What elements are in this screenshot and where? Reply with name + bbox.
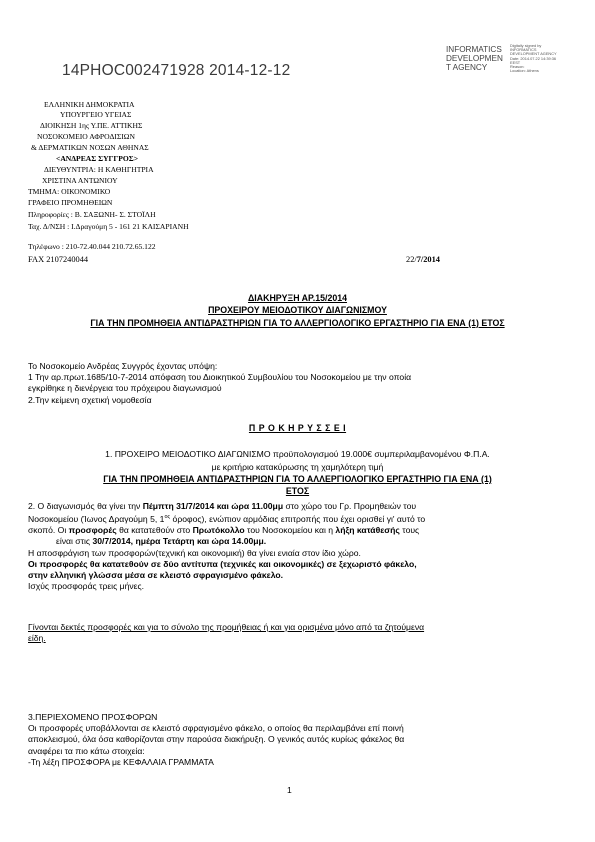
section3-heading: 3.ΠΕΡΙΕΧΟΜΕΝΟ ΠΡΟΣΦΟΡΩΝ <box>28 712 158 722</box>
date-day: 22/ <box>406 255 417 264</box>
section3-line: αποκλεισμού, όλα όσα καθορίζονται στην παρούσα διακήρυξη. Ο γενικός αυτός κυρίως φάκελος θα <box>28 734 405 745</box>
header-line: ΤΜΗΜΑ: ΟΙΚΟΝΟΜΙΚΟ <box>28 187 111 196</box>
signature-line: INFORMATICS <box>510 47 537 53</box>
fax-line: FAX 2107240044 <box>28 255 89 264</box>
text: στο χώρο του Γρ. Προμηθειών του <box>283 501 417 511</box>
intro-line: 2.Την κείμενη σχετική νομοθεσία <box>28 394 152 405</box>
signature-line: EEST <box>510 59 521 65</box>
item2-line: Η αποσφράγιση των προσφορών(τεχνική και οικονομική) θα γίνει ενιαία στον ίδιο χώρο. <box>28 547 361 558</box>
intro-paragraph <box>28 361 573 406</box>
text: θα κατατεθούν στο <box>116 525 193 536</box>
intro-line: 1 Την αρ.πρωτ.1685/10-7-2014 απόφαση του Διοικητικού Συμβουλίου του Νοσοκομείου με την οποία <box>28 372 412 383</box>
section3-line: αναφέρει τα πιο κάτω στοιχεία: <box>28 745 145 756</box>
header-line: ΥΠΟΥΡΓΕΙΟ ΥΓΕΙΑΣ <box>60 110 132 119</box>
intro-line: εγκρίθηκε η διενέργεια του πρόχειρου διαγωνισμού <box>28 383 222 394</box>
intro-line: Το Νοσοκομείο Ανδρέας Συγγρός έχοντας υπόψη: <box>28 361 218 371</box>
section3-line: -Τη λέξη ΠΡΟΣΦΟΡΑ με ΚΕΦΑΛΑΙΑ ΓΡΑΜΜΑΤΑ <box>28 756 214 767</box>
address-line: Ταχ. Δ/ΝΣΗ : Ι.Δραγούμη 5 - 161 21 ΚΑΙΣΑΡΙΑΝΗ <box>28 222 189 231</box>
text-bold: λήξη κατάθεσής <box>335 525 400 536</box>
agency-stamp <box>446 45 503 72</box>
agency-line: INFORMATICS <box>446 45 502 54</box>
section3 <box>28 712 573 768</box>
item2-line: στην ελληνική γλώσσα μέσα σε κλειστό σφραγισμένο φάκελο. <box>28 570 284 581</box>
item2-line <box>28 536 573 547</box>
item1-subject-cont: ΕΤΟΣ <box>285 486 310 496</box>
text: όροφος), ενώπιον αρμόδιας επιτροπής που έχει ορισθεί γι' αυτό το <box>170 514 426 525</box>
note-line: Γίνονται δεκτές προσφορές και για το σύνολο της προμήθειας ή και για ορισμένα μόνο από τα ζητούμενα <box>28 622 425 632</box>
agency-line: T AGENCY <box>446 63 488 72</box>
text-bold: προσφορές <box>68 525 117 536</box>
item1-line: με κριτήριο κατακύρωσης τη χαμηλότερη τιμή <box>211 462 384 472</box>
item1-subject: ΓΙΑ ΤΗΝ ΠΡΟΜΗΘΕΙΑ ΑΝΤΙΔΡΑΣΤΗΡΙΩΝ ΓΙΑ ΤΟ ΑΛΛΕΡΓΙΟΛΟΓΙΚΟ ΕΡΓΑΣΤΗΡΙΟ ΓΙΑ ΕΝΑ (1) <box>103 474 492 484</box>
superscript: ος <box>164 514 171 521</box>
signature-line: Date: 2014.07.22 14:39:36 <box>510 55 557 61</box>
item1-line: 1. ΠΡΟΧΕΙΡΟ ΜΕΙΟΔΟΤΙΚΟ ΔΙΑΓΩΝΙΣΜΟ προϋπολογισμού 19.000€ συμπεριλαμβανομένου Φ.Π.Α. <box>105 449 490 459</box>
item2-line <box>28 512 573 525</box>
date-month-year: 7/2014 <box>416 255 440 264</box>
text: 2. Ο διαγωνισμός θα γίνει την <box>28 501 143 511</box>
partial-offers-note <box>28 622 573 644</box>
document-date <box>406 255 440 265</box>
signature-line: DEVELOPMENT AGENCY <box>510 51 557 57</box>
signature-line: Digitally signed by <box>510 43 542 48</box>
tender-datetime: Πέμπτη 31/7/2014 και ώρα 11.00μμ <box>142 501 284 511</box>
header-line: ΔΙΕΥΘΥΝΤΡΙΑ: Η ΚΑΘΗΓΗΤΡΙΑ <box>44 165 154 174</box>
agency-line: DEVELOPMEN <box>446 54 503 63</box>
text: τους <box>399 525 420 536</box>
declaration-type: ΠΡΟΧΕΙΡΟΥ ΜΕΙΟΔΟΤΙΚΟΥ ΔΙΑΓΩΝΙΣΜΟΥ <box>208 305 387 315</box>
section3-line: Οι προσφορές υποβάλλονται σε κλειστό σφραγισμένο φάκελο, ο οποίος θα περιλαμβάνει επί ποινή <box>28 723 404 734</box>
hospital-name: <ΑΝΔΡΕΑΣ ΣΥΓΓΡΟΣ> <box>56 154 139 163</box>
declaration-subject: ΓΙΑ ΤΗΝ ΠΡΟΜΗΘΕΙΑ ΑΝΤΙΔΡΑΣΤΗΡΙΩΝ ΓΙΑ ΤΟ ΑΛΛΕΡΓΙΟΛΟΓΙΚΟ ΕΡΓΑΣΤΗΡΙΟ ΓΙΑ ΕΝΑ (1) ΕΤΟΣ <box>90 318 505 328</box>
page-number: 1 <box>287 785 292 795</box>
item2-line: Οι προσφορές θα κατατεθούν σε δύο αντίτυπα (τεχνικές και οικονομικές) σε ξεχωριστό φάκελο, <box>28 558 417 569</box>
signature-line: Location: Athens <box>510 68 539 74</box>
announces-heading: Π Ρ Ο Κ Η Ρ Υ Σ Σ Ε Ι <box>248 423 347 433</box>
header-line: ΓΡΑΦΕΙΟ ΠΡΟΜΗΘΕΙΩΝ <box>28 198 113 207</box>
item2-line: Ισχύς προσφοράς τρεις μήνες. <box>28 581 145 592</box>
header-line: ΔΙΟΙΚΗΣΗ 1ης Υ.ΠΕ. ΑΤΤΙΚΗΣ <box>40 121 143 130</box>
note-line: είδη. <box>28 633 46 644</box>
header-line: ΕΛΛΗΝΙΚΗ ΔΗΜΟΚΡΑΤΙΑ <box>44 100 135 109</box>
item2-paragraph <box>28 501 573 592</box>
header-line: ΧΡΙΣΤΙΝΑ ΑΝΤΩΝΙΟΥ <box>42 176 118 185</box>
text: του Νοσοκομείου και η <box>244 525 336 536</box>
item2-line <box>28 501 573 512</box>
text-bold: Πρωτόκολλο <box>192 525 245 536</box>
text: είναι στις <box>56 536 93 547</box>
document-id-watermark: 14ΡΗΟC002471928 2014-12-12 <box>62 62 291 79</box>
signature-line: Reason: <box>510 64 525 70</box>
text: σκοπό. Οι <box>28 525 69 536</box>
header-line: & ΔΕΡΜΑΤΙΚΩΝ ΝΟΣΩΝ ΑΘΗΝΑΣ <box>31 143 149 152</box>
submission-deadline: 30/7/2014, ημέρα Τετάρτη και ώρα 14.00μμ. <box>92 536 267 547</box>
text: Νοσοκομείου (Ίωνος Δραγούμη 5, 1 <box>28 514 165 525</box>
info-line: Πληροφορίες : Β. ΣΑΞΩΝΗ- Σ. ΣΤΟΪΛΗ <box>28 210 156 219</box>
phone-line: Τηλέφωνο : 210-72.40.044 210.72.65.122 <box>28 242 156 251</box>
declaration-number: ΔΙΑΚΗΡΥΞΗ ΑΡ.15/2014 <box>247 293 348 303</box>
item2-line <box>28 525 573 536</box>
digital-signature-block <box>510 44 572 73</box>
header-line: ΝΟΣΟΚΟΜΕΙΟ ΑΦΡΟΔΙΣΙΩΝ <box>37 132 135 141</box>
